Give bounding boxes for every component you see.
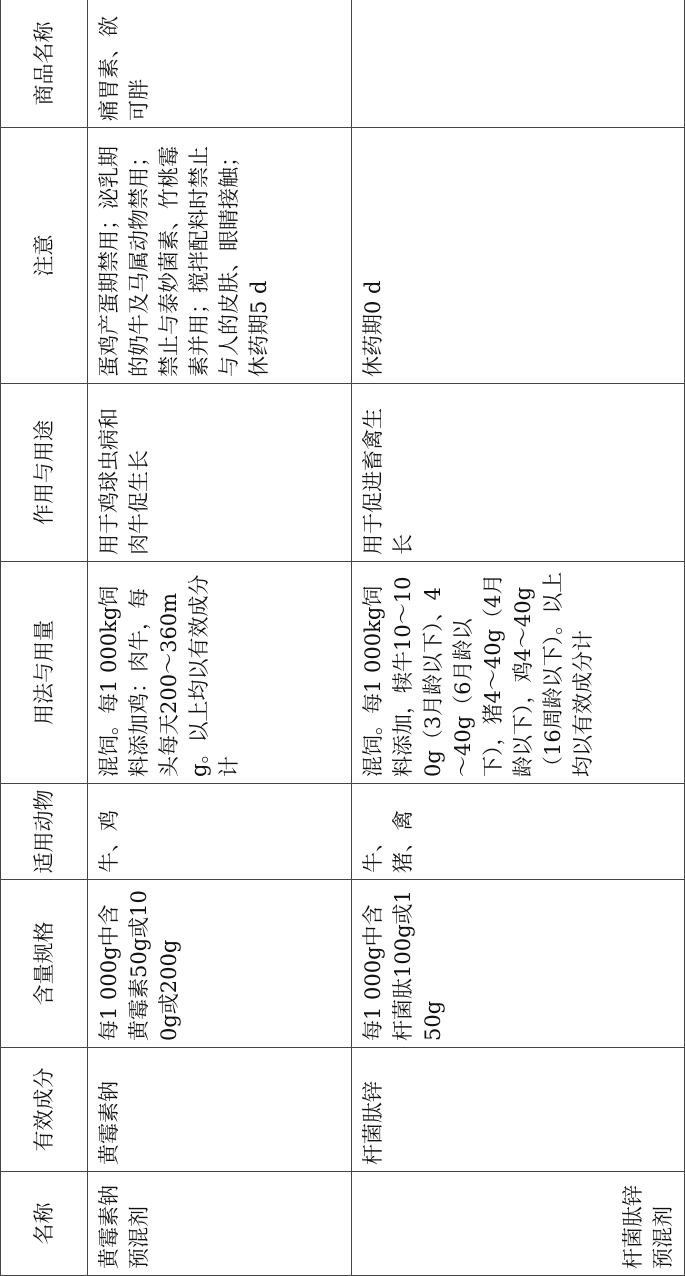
cell-use: 用于促进畜禽生长 xyxy=(352,384,685,562)
header-trade-name: 商品名称 xyxy=(1,0,88,128)
cell-ingredient: 黄霉素钠 xyxy=(88,1048,352,1172)
cell-use: 用于鸡球虫病和肉牛促生长 xyxy=(88,384,352,562)
table-row xyxy=(352,0,685,1276)
header-name: 名称 xyxy=(1,1172,88,1276)
cell-name: 黄霉素钠预混剂 xyxy=(88,1172,352,1276)
cell-animals: 牛、鸡 xyxy=(88,784,352,880)
header-ingredient: 有效成分 xyxy=(1,1048,88,1172)
cell-dosage: 混饲。每1 000kg饲料添加鸡：肉牛，每头每天200～360mg。以上均以有效成分计 xyxy=(88,562,352,784)
cell-trade-name: 痛胃素、欲可胖 xyxy=(88,0,352,128)
header-dosage: 用法与用量 xyxy=(1,562,88,784)
cell-ingredient: 杆菌肽锌 xyxy=(352,1048,685,1172)
cell-animals: 牛、猪、禽 xyxy=(352,784,685,880)
header-row xyxy=(1,0,88,1276)
table-row xyxy=(88,0,352,1276)
cell-note: 休药期0 d xyxy=(352,128,685,384)
cell-spec: 每1 000g中含黄霉素50g或100g或200g xyxy=(88,880,352,1048)
header-use: 作用与用途 xyxy=(1,384,88,562)
header-animals: 适用动物 xyxy=(1,784,88,880)
header-spec: 含量规格 xyxy=(1,880,88,1048)
cell-note: 蛋鸡产蛋期禁用；泌乳期的奶牛及马属动物禁用；禁止与泰妙菌素、竹桃霉素并用；搅拌配料时禁止与人的皮肤、眼睛接触；休药期5 d xyxy=(88,128,352,384)
cell-name: 杆菌肽锌预混剂 xyxy=(352,1172,685,1276)
cell-trade-name xyxy=(352,0,685,128)
cell-dosage: 混饲。每1 000kg饲料添加，犊牛10～100g（3月龄以下）、4～40g（6月龄以下），猪4～40g（4月龄以下），鸡4～40g（16周龄以下）。以上均以有效成分计 xyxy=(352,562,685,784)
header-note: 注意 xyxy=(1,128,88,384)
cell-spec: 每1 000g中含杆菌肽100g或150g xyxy=(352,880,685,1048)
